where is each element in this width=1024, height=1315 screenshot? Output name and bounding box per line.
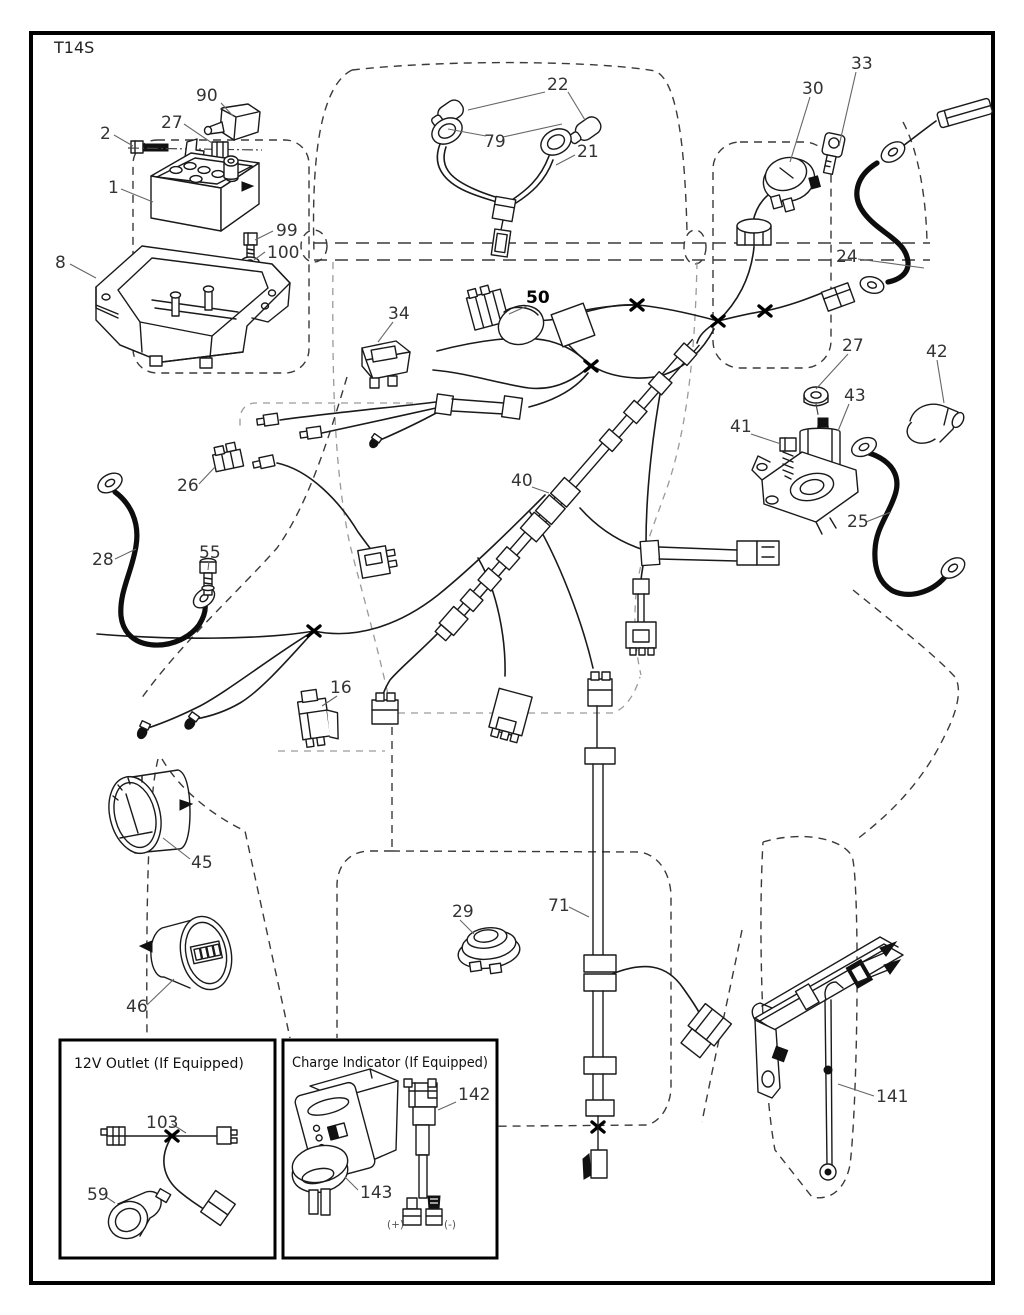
callout-27-solenoid: 27 bbox=[842, 336, 864, 356]
extension-harness-71 bbox=[583, 672, 731, 1179]
solenoid-nut-27 bbox=[804, 387, 828, 406]
callout-1: 1 bbox=[108, 178, 119, 198]
callout-26: 26 bbox=[177, 476, 199, 496]
ammeter-gauge-45 bbox=[101, 770, 192, 859]
battery-1 bbox=[151, 153, 259, 231]
callout-24: 24 bbox=[836, 247, 858, 267]
callout-30: 30 bbox=[802, 79, 824, 99]
callout-79: 79 bbox=[484, 132, 506, 152]
ignition-key-33 bbox=[818, 132, 846, 175]
callout-33: 33 bbox=[851, 54, 873, 74]
callout-45: 45 bbox=[191, 853, 213, 873]
callout-103: 103 bbox=[146, 1113, 179, 1133]
battery-tray-8 bbox=[96, 246, 290, 368]
callout-2: 2 bbox=[100, 124, 111, 144]
connector-branch-lower bbox=[487, 688, 532, 743]
terminal-cover bbox=[937, 98, 993, 128]
callout-59: 59 bbox=[87, 1185, 109, 1205]
negative-label: (-) bbox=[444, 1219, 456, 1231]
hour-meter-46 bbox=[140, 912, 238, 995]
harness-wires bbox=[97, 121, 936, 1016]
callout-99: 99 bbox=[276, 221, 298, 241]
inline-fuse-assembly-2 bbox=[640, 540, 779, 565]
alarm-buzzer-29 bbox=[456, 925, 522, 973]
positive-label: (+) bbox=[387, 1219, 404, 1231]
inset-outlet-title: 12V Outlet (If Equipped) bbox=[74, 1056, 244, 1072]
callout-71: 71 bbox=[548, 896, 570, 916]
callout-143: 143 bbox=[360, 1183, 393, 1203]
callout-55: 55 bbox=[199, 543, 221, 563]
callout-50: 50 bbox=[526, 288, 550, 308]
branch-connector bbox=[677, 1004, 731, 1061]
callout-40: 40 bbox=[511, 471, 533, 491]
callout-90: 90 bbox=[196, 86, 218, 106]
callout-42: 42 bbox=[926, 342, 948, 362]
inline-fuse-assembly-1 bbox=[435, 394, 523, 419]
callout-28: 28 bbox=[92, 550, 114, 570]
inset-charge-title: Charge Indicator (If Equipped) bbox=[292, 1055, 488, 1071]
ignition-switch-30 bbox=[758, 152, 821, 212]
fuse-holder-90 bbox=[205, 104, 261, 140]
connector-below-switch bbox=[737, 219, 771, 246]
terminal-boot-42 bbox=[905, 404, 967, 446]
callout-25: 25 bbox=[847, 512, 869, 532]
callout-43: 43 bbox=[844, 386, 866, 406]
inset-charge-indicator bbox=[283, 1040, 497, 1258]
callout-141: 141 bbox=[876, 1087, 909, 1107]
callout-46: 46 bbox=[126, 997, 148, 1017]
callout-27-battery: 27 bbox=[161, 113, 183, 133]
fuse-26 bbox=[211, 441, 244, 471]
callout-142: 142 bbox=[458, 1085, 491, 1105]
battery-cable-positive-24 bbox=[857, 98, 993, 296]
callout-8: 8 bbox=[55, 253, 66, 273]
callout-16: 16 bbox=[330, 678, 352, 698]
interlock-switch-34 bbox=[362, 341, 410, 388]
vertical-plug-assembly bbox=[626, 579, 656, 655]
callout-34: 34 bbox=[388, 304, 410, 324]
callout-100: 100 bbox=[267, 243, 300, 263]
battery-bolt-2 bbox=[131, 141, 168, 153]
page-title: T14S bbox=[54, 38, 95, 57]
headlight-harness-21 bbox=[437, 144, 553, 257]
connector-right bbox=[821, 283, 854, 311]
connector-switch-mate bbox=[372, 693, 398, 724]
connector-mid-left bbox=[358, 544, 398, 578]
callout-21: 21 bbox=[577, 142, 599, 162]
headlight-socket-79-right bbox=[536, 124, 576, 161]
starter-solenoid-43 bbox=[752, 418, 858, 534]
wire-assembly-141 bbox=[752, 937, 903, 1180]
callout-41: 41 bbox=[730, 417, 752, 437]
ground-screw-55 bbox=[200, 559, 216, 596]
inset-12v-outlet bbox=[60, 1040, 275, 1258]
callout-29: 29 bbox=[452, 902, 474, 922]
callout-22: 22 bbox=[547, 75, 569, 95]
